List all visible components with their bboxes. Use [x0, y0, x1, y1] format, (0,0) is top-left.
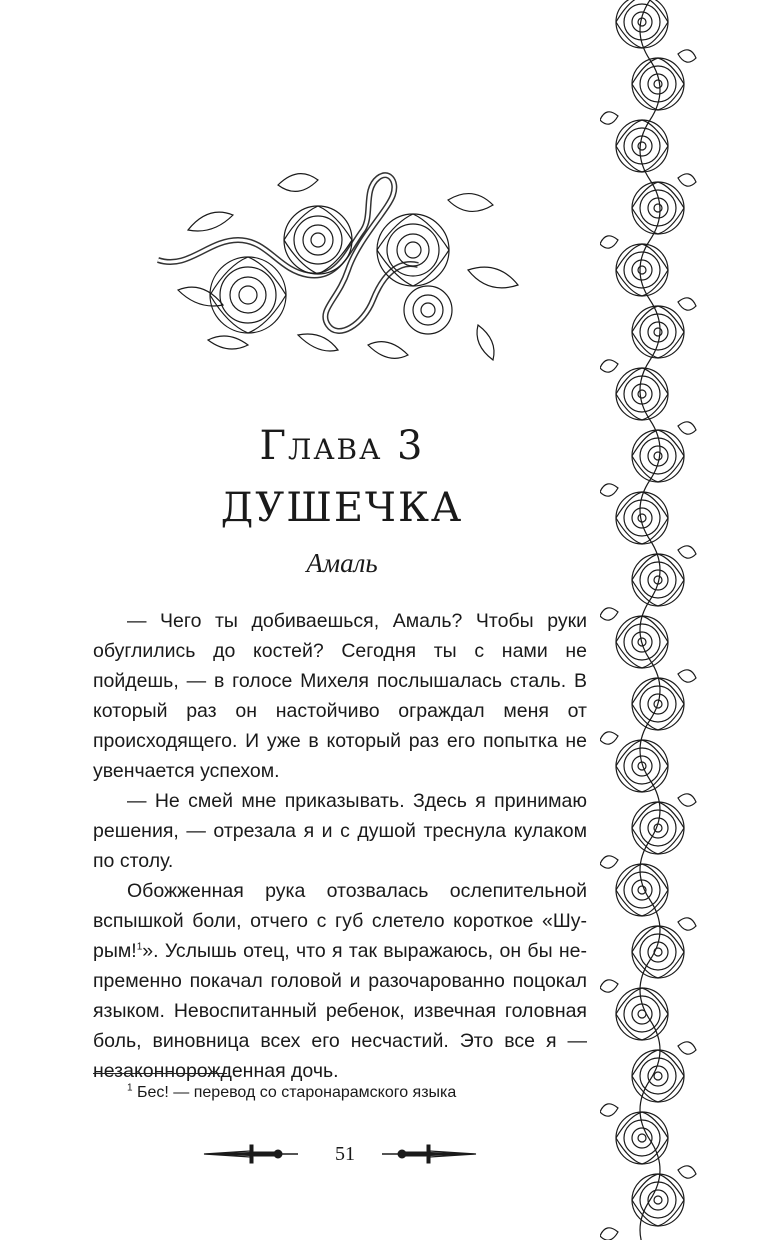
chapter-number: Глава 3	[259, 423, 425, 469]
paragraph-text: ». Услышь отец, что я так выражаюсь, он бы непременно покачал головой и разочарованно поцокал языком. Невоспитанный ребенок, извечная головная боль, виновница всех его несчастий. Это все я — незаконнорожденная дочь.	[93, 940, 587, 1082]
footnote-text: Бес! — перевод со старонарамского языка	[132, 1084, 457, 1101]
footnote-divider	[93, 1073, 227, 1074]
paragraph	[93, 876, 587, 1086]
paragraph: — Чего ты добиваешься, Амаль? Чтобы руки обуглились до костей? Сегодня ты с нами не пойдешь, — в голосе Михеля послышалась сталь. В который раз он настойчиво ограждал меня от происходящего. И уже в который раз его попытка не увенчается успехом.	[93, 610, 587, 782]
roses-and-snake-icon	[148, 160, 536, 375]
page-number: 51	[335, 1143, 355, 1165]
footnote	[127, 1082, 587, 1104]
chapter-title: ДУШЕЧКА	[220, 485, 464, 531]
chapter-body	[93, 606, 587, 1086]
paragraph-text: Обожженная рука отозвалась ослепительной вспышкой боли, отчего с губ слетело короткое «Шурым!	[93, 880, 587, 962]
paragraph: — Не смей мне приказывать. Здесь я принимаю решения, — отрезала я и с душой треснула кулаком по столу.	[93, 790, 587, 872]
dagger-icon	[380, 1143, 480, 1165]
chapter-pov-name: Амаль	[306, 548, 378, 578]
floral-border-icon	[600, 0, 700, 1240]
folio	[200, 1140, 490, 1168]
footnote-marker: 1	[127, 1082, 133, 1094]
dagger-icon	[200, 1143, 300, 1165]
footnote-reference[interactable]: 1	[136, 941, 143, 953]
